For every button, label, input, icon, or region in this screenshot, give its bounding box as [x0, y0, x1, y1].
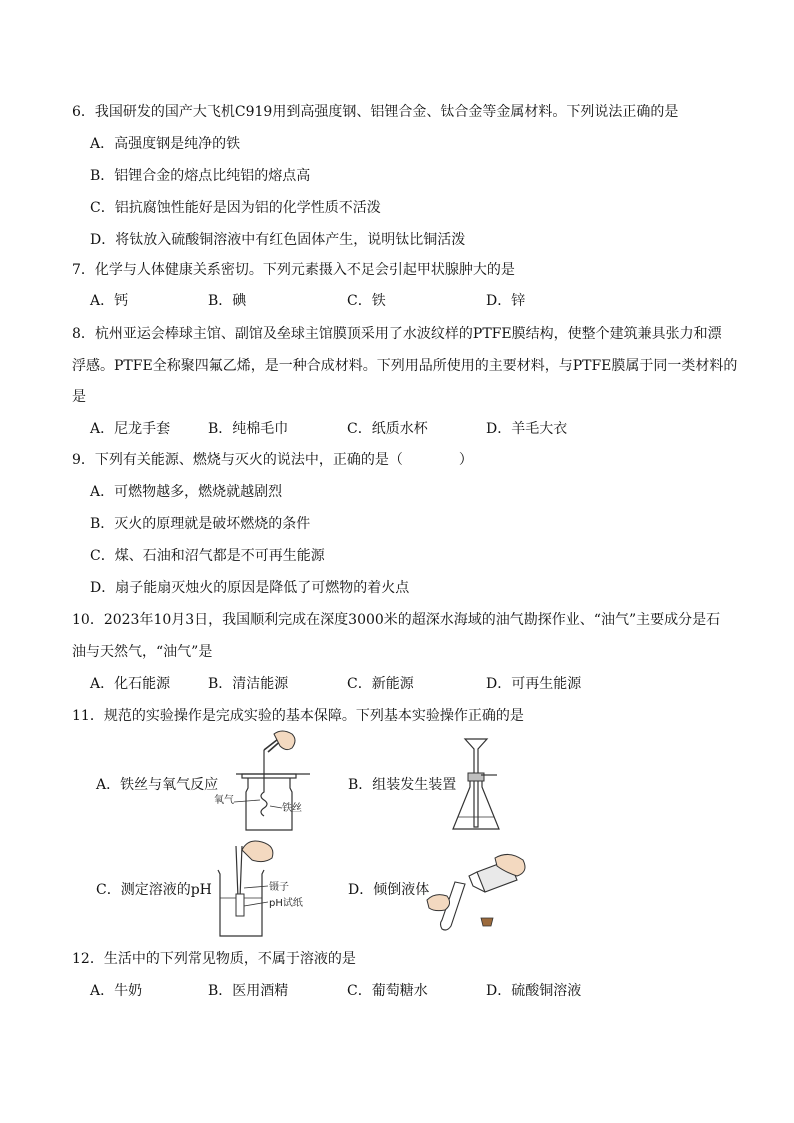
q12-option-a: A．牛奶: [90, 983, 143, 999]
bottle-stopper: [481, 918, 493, 926]
q6-option-c: C．铝抗腐蚀性能好是因为铝的化学性质不活泼: [90, 200, 381, 216]
q8-option-a: A．尼龙手套: [90, 421, 171, 437]
q9-option-b: B．灭火的原理就是破坏燃烧的条件: [90, 516, 311, 532]
q9-stem: 9．下列有关能源、燃烧与灭火的说法中，正确的是（ ）: [72, 452, 473, 468]
q11-option-a: A．铁丝与氧气反应: [96, 777, 219, 793]
q7-option-c: C．铁: [347, 293, 386, 309]
q6-option-d: D．将钛放入硫酸铜溶液中有红色固体产生，说明钛比铜活泼: [90, 232, 466, 248]
label-tweezers: 镊子: [269, 882, 289, 893]
rubber-stopper: [468, 773, 484, 781]
q9-option-a: A．可燃物越多，燃烧就越剧烈: [90, 484, 283, 500]
q6-option-a: A．高强度钢是纯净的铁: [90, 136, 241, 152]
label-oxygen: 氧气: [214, 795, 234, 806]
long-neck-funnel: [465, 739, 487, 827]
q6-stem: 6．我国研发的国产大飞机C919用到高强度钢、铝锂合金、钛合金等金属材料。下列说法正确的是: [72, 104, 679, 120]
q12-stem: 12．生活中的下列常见物质，不属于溶液的是: [72, 951, 356, 967]
q10-option-c: C．新能源: [347, 676, 414, 692]
label-ph-paper: pH试纸: [269, 898, 303, 909]
q12-option-c: C．葡萄糖水: [347, 983, 428, 999]
q8-option-c: C．纸质水杯: [347, 421, 428, 437]
q9-option-d: D．扇子能扇灭烛火的原因是降低了可燃物的着火点: [90, 580, 410, 596]
q11-figure-b-flask-setup: [445, 735, 507, 837]
hand-shape: [274, 731, 295, 750]
q9-option-c: C．煤、石油和沼气都是不可再生能源: [90, 548, 325, 564]
q12-option-b: B．医用酒精: [208, 983, 289, 999]
q8-option-b: B．纯棉毛巾: [208, 421, 289, 437]
q11-stem: 11．规范的实验操作是完成实验的基本保障。下列基本实验操作正确的是: [72, 708, 524, 724]
q11-figure-c-ph-test: [212, 836, 332, 942]
q11-option-c: C．测定溶液的pH: [96, 882, 212, 898]
conical-flask: [453, 781, 499, 829]
q10-stem-line-1: 10．2023年10月3日，我国顺利完成在深度3000米的超深水海域的油气勘探作业、“油气”主要成分是石: [72, 612, 721, 628]
q10-option-a: A．化石能源: [90, 676, 171, 692]
q8-stem-line-3: 是: [72, 389, 86, 405]
q8-stem-line-1: 8．杭州亚运会棒球主馆、副馆及垒球主馆膜顶采用了水波纹样的PTFE膜结构，使整个建筑兼具张力和漂: [72, 326, 722, 342]
q12-option-d: D．硫酸铜溶液: [486, 983, 582, 999]
q8-option-d: D．羊毛大衣: [486, 421, 568, 437]
label-iron-wire: 铁丝: [282, 803, 302, 814]
q10-option-b: B．清洁能源: [208, 676, 289, 692]
q7-option-a: A．钙: [90, 293, 129, 309]
ph-test-paper: [236, 894, 244, 916]
q11-option-d: D．倾倒液体: [348, 882, 430, 898]
q11-figure-a-iron-wire-oxygen: [212, 730, 320, 838]
q10-stem-line-2: 油与天然气，“油气”是: [72, 644, 213, 660]
q7-option-b: B．碘: [208, 293, 247, 309]
q7-stem: 7．化学与人体健康关系密切。下列元素摄入不足会引起甲状腺肿大的是: [72, 262, 515, 278]
tweezers: [236, 846, 242, 898]
q11-option-b: B．组装发生装置: [348, 777, 457, 793]
q7-option-d: D．锌: [486, 293, 526, 309]
q8-stem-line-2: 浮感。PTFE全称聚四氟乙烯，是一种合成材料。下列用品所使用的主要材料，与PTFE膜属于同一类材料的: [72, 358, 738, 374]
iron-wire-spiral: [261, 750, 267, 816]
q6-option-b: B．铝锂合金的熔点比纯铝的熔点高: [90, 168, 311, 184]
q10-option-d: D．可再生能源: [486, 676, 582, 692]
hand-shape: [242, 841, 273, 862]
q11-figure-d-pouring-liquid: [425, 852, 533, 934]
hand-shape-left: [427, 895, 450, 911]
